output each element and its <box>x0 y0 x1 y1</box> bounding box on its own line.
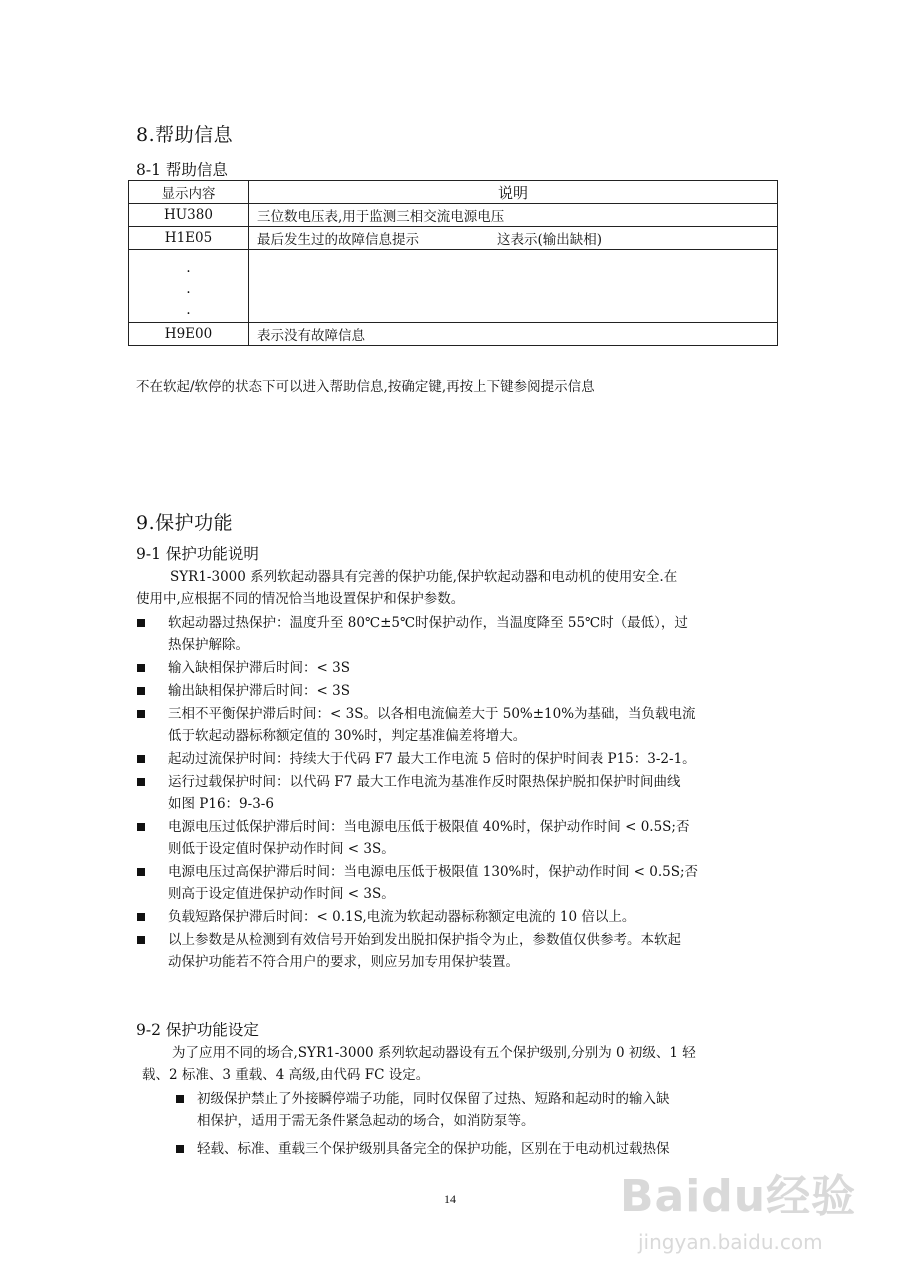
list-item: 输出缺相保护滞后时间：< 3S <box>135 680 775 702</box>
list-item: 以上参数是从检测到有效信号开始到发出脱扣保护指令为止，参数值仅供参考。本软起 动保护功能若不符合用户的要求，则应另加专用保护装置。 <box>135 929 775 973</box>
baidu-watermark <box>620 1160 890 1270</box>
header-description: 说明 <box>249 181 778 204</box>
list-item: 负载短路保护滞后时间：< 0.1S,电流为软起动器标称额定电流的 10 倍以上。 <box>135 906 775 928</box>
intro-line-2: 使用中,应根据不同的情况恰当地设置保护和保护参数。 <box>136 591 465 607</box>
bullet-square-icon <box>137 710 145 718</box>
bullet-square-icon <box>137 823 145 831</box>
bullet-square-icon <box>176 1145 184 1153</box>
bullet-square-icon <box>137 619 145 627</box>
bullet-square-icon <box>137 664 145 672</box>
section-8-1-subtitle: 8-1 帮助信息 <box>136 161 228 179</box>
watermark-logo-text: Baidu经验 <box>620 1171 857 1222</box>
protection-bullet-list <box>135 612 775 974</box>
row-desc-main: 最后发生过的故障信息提示 <box>257 232 419 248</box>
row-desc: 三位数电压表,用于监测三相交流电源电压 <box>249 204 778 227</box>
list-item: 起动过流保护时间：持续大于代码 F7 最大工作电流 5 倍时的保护时间表 P15：3-2-1。 <box>135 748 775 770</box>
row-desc: 表示没有故障信息 <box>249 323 778 346</box>
help-info-table <box>128 180 778 346</box>
row-code: HU380 <box>129 204 249 227</box>
row-code: H9E00 <box>129 323 249 346</box>
bullet-square-icon <box>137 755 145 763</box>
table-row <box>129 227 778 250</box>
list-item: 电源电压过低保护滞后时间：当电源电压低于极限值 40%时，保护动作时间 < 0.5S;否 则低于设定值时保护动作时间 < 3S。 <box>135 816 775 860</box>
list-item: 三相不平衡保护滞后时间：< 3S。以各相电流偏差大于 50%±10%为基础，当负载电流 低于软起动器标称额定值的 30%时，判定基准偏差将增大。 <box>135 703 775 747</box>
header-display-content: 显示内容 <box>129 181 249 204</box>
intro-line-1: SYR1-3000 系列软起动器具有完善的保护功能,保护软起动器和电动机的使用安全.在 <box>170 569 678 585</box>
watermark-url: jingyan.baidu.com <box>638 1230 823 1254</box>
list-item: 轻载、标准、重载三个保护级别具备完全的保护功能，区别在于电动机过载热保 <box>170 1138 775 1160</box>
row-code: H1E05 <box>129 227 249 250</box>
intro-line-4: 载、2 标准、3 重载、4 高级,由代码 FC 设定。 <box>142 1067 430 1083</box>
bullet-square-icon <box>137 913 145 921</box>
table-row-ellipsis <box>129 250 778 323</box>
bullet-square-icon <box>137 687 145 695</box>
ellipsis-dots: . . . <box>186 260 191 318</box>
list-item: 运行过载保护时间：以代码 F7 最大工作电流为基准作反时限热保护脱扣保护时间曲线 如图 P16：9-3-6 <box>135 771 775 815</box>
intro-line-3: 为了应用不同的场合,SYR1-3000 系列软起动器设有五个保护级别,分别为 0 初级、1 轻 <box>172 1045 696 1061</box>
list-item: 输入缺相保护滞后时间：< 3S <box>135 657 775 679</box>
protection-level-list <box>170 1088 775 1166</box>
list-item: 软起动器过热保护：温度升至 80℃±5℃时保护动作，当温度降至 55℃时（最低），过 热保护解除。 <box>135 612 775 656</box>
bullet-square-icon <box>137 868 145 876</box>
bullet-square-icon <box>137 778 145 786</box>
table-row <box>129 323 778 346</box>
section-9-1-subtitle: 9-1 保护功能说明 <box>136 545 259 563</box>
section-9-2-subtitle: 9-2 保护功能设定 <box>136 1021 259 1039</box>
bullet-square-icon <box>176 1095 184 1103</box>
row-desc-extra: 这表示(输出缺相) <box>497 232 603 248</box>
table-header-row <box>129 181 778 204</box>
list-item: 电源电压过高保护滞后时间：当电源电压低于极限值 130%时，保护动作时间 < 0.5S;否 则高于设定值进保护动作时间 < 3S。 <box>135 861 775 905</box>
section-8-title: 8.帮助信息 <box>136 124 234 146</box>
section-9-title: 9.保护功能 <box>136 512 234 534</box>
list-item: 初级保护禁止了外接瞬停端子功能，同时仅保留了过热、短路和起动时的输入缺 相保护，适用于需无条件紧急起动的场合，如消防泵等。 <box>170 1088 775 1132</box>
page-number: 14 <box>444 1192 456 1206</box>
bullet-square-icon <box>137 936 145 944</box>
help-note: 不在软起/软停的状态下可以进入帮助信息,按确定键,再按上下键参阅提示信息 <box>136 379 595 395</box>
row-desc <box>249 227 778 250</box>
table-row <box>129 204 778 227</box>
